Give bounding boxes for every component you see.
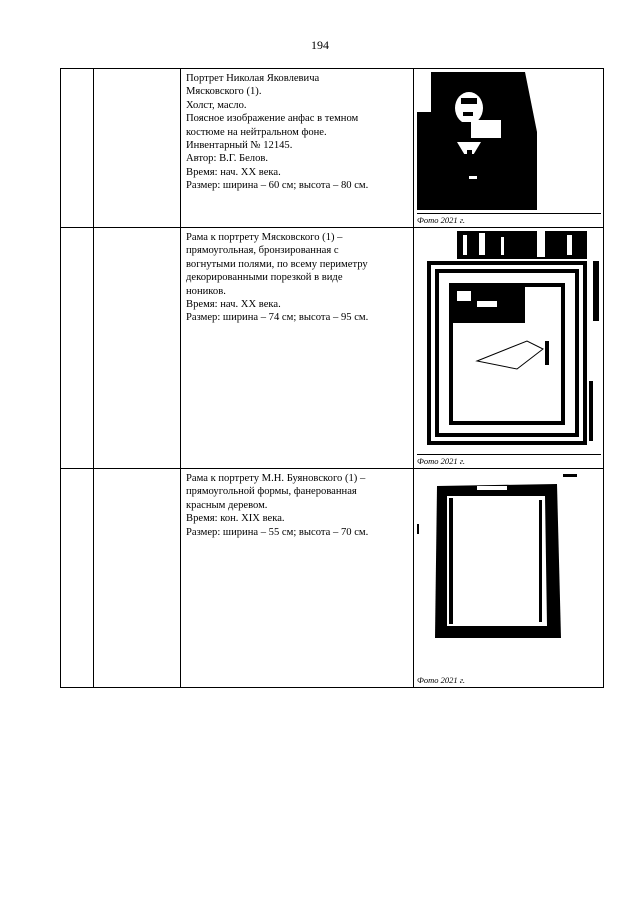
description-line: Инвентарный № 12145. <box>186 140 293 152</box>
description-line: Мясковского (1). <box>186 86 262 98</box>
description-line: декорированными порезкой в виде <box>186 272 343 284</box>
description-line: Портрет Николая Яковлевича <box>186 73 320 84</box>
table-row <box>61 69 604 228</box>
description-line: Время: нач. XX века. <box>186 166 281 178</box>
description-line: Автор: В.Г. Белов. <box>186 153 269 165</box>
number-cell <box>61 69 94 228</box>
page-number: 194 <box>311 38 329 52</box>
description-line: Время: нач. XX века. <box>186 299 281 311</box>
mahogany-frame-photo <box>417 472 601 662</box>
registry-table <box>60 68 604 688</box>
id-cell <box>94 228 181 469</box>
description-line: красным деревом. <box>186 499 268 511</box>
photo-caption: Фото 2021 г. <box>417 454 601 466</box>
description-line: прямоугольной формы, фанерованная <box>186 486 357 498</box>
description-cell <box>181 469 414 688</box>
description-line: Размер: ширина – 60 см; высота – 80 см. <box>186 180 369 192</box>
table-row <box>61 469 604 688</box>
description-line: Рама к портрету Мясковского (1) – <box>186 232 343 243</box>
description-line: Время: кон. XIX века. <box>186 513 285 525</box>
photo-cell <box>414 228 604 469</box>
id-cell <box>94 69 181 228</box>
gilded-frame-photo <box>417 231 601 453</box>
number-cell <box>61 228 94 469</box>
id-cell <box>94 469 181 688</box>
photo-caption: Фото 2021 г. <box>417 675 466 685</box>
photo-caption: Фото 2021 г. <box>417 213 601 225</box>
description-line: ноников. <box>186 285 226 297</box>
description-line: Рама к портрету М.Н. Буяновского (1) – <box>186 473 366 484</box>
table-row <box>61 228 604 469</box>
description-line: Размер: ширина – 55 см; высота – 70 см. <box>186 526 369 538</box>
photo-cell <box>414 69 604 228</box>
description-line: вогнутыми полями, по всему периметру <box>186 258 368 270</box>
description-line: Поясное изображение анфас в темном <box>186 113 359 125</box>
description-line: Размер: ширина – 74 см; высота – 95 см. <box>186 312 369 324</box>
description-line: костюме на нейтральном фоне. <box>186 126 327 138</box>
description-cell <box>181 228 414 469</box>
description-line: прямоугольная, бронзированная с <box>186 245 339 257</box>
number-cell <box>61 469 94 688</box>
description-cell <box>181 69 414 228</box>
portrait-photo <box>417 72 601 210</box>
photo-cell <box>414 469 604 688</box>
description-line: Холст, масло. <box>186 99 247 111</box>
